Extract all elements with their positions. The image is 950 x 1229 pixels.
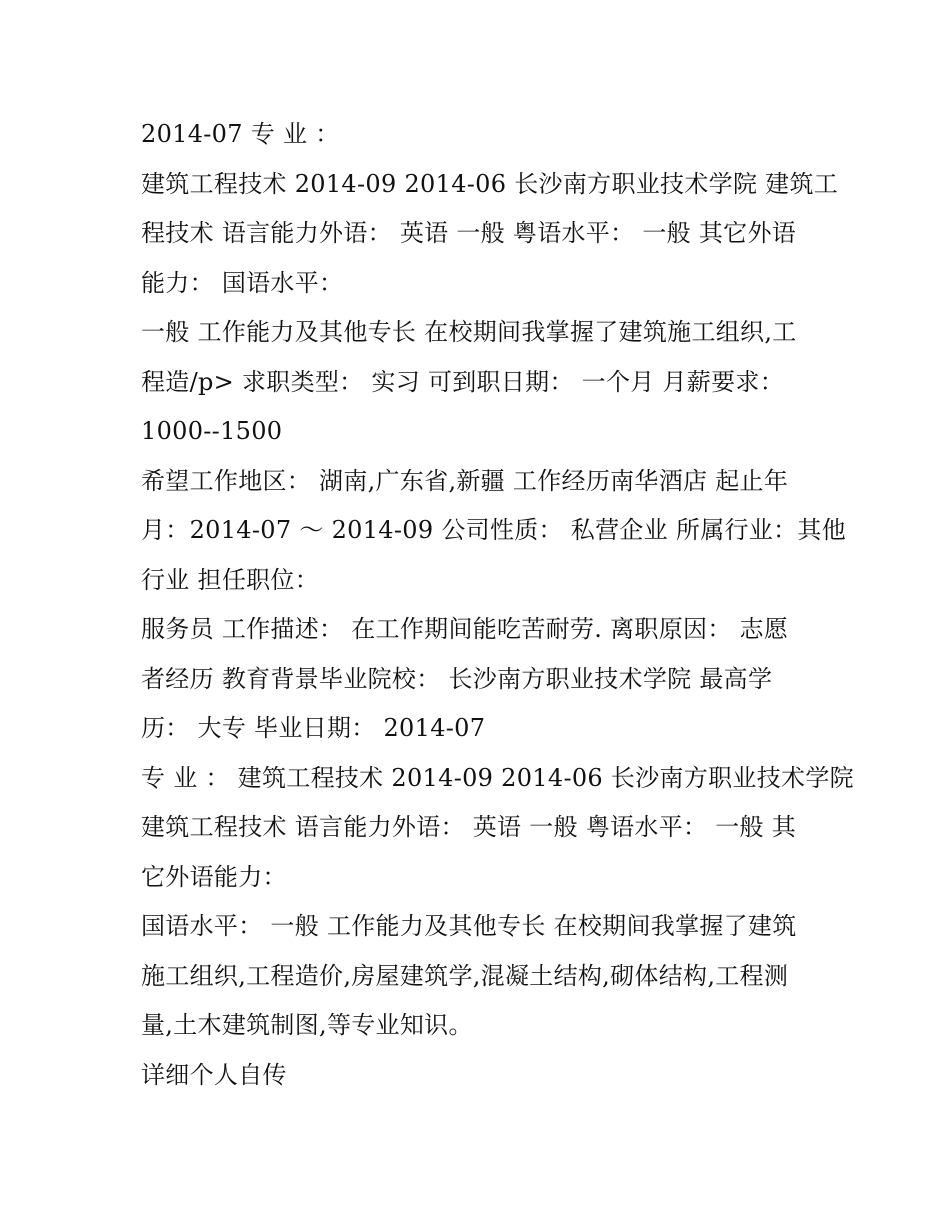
text-line: 程造/p> 求职类型： 实习 可到职日期： 一个月 月薪要求：: [141, 367, 785, 396]
text-line: 专 业 ： 建筑工程技术 2014-09 2014-06 长沙南方职业技术学院: [141, 763, 854, 792]
text-line: 施工组织,工程造价,房屋建筑学,混凝土结构,砌体结构,工程测: [141, 961, 789, 990]
text-line: 服务员 工作描述： 在工作期间能吃苦耐劳. 离职原因： 志愿: [141, 615, 789, 643]
text-line: 月：2014-07 ～ 2014-09 公司性质： 私营企业 所属行业：其他: [141, 516, 846, 544]
text-line: 2014-07 专 业 ：: [141, 120, 340, 148]
text-line: 建筑工程技术 2014-09 2014-06 长沙南方职业技术学院 建筑工: [141, 169, 839, 198]
text-line: 1000--1500: [141, 417, 283, 445]
text-line: 行业 担任职位：: [141, 565, 320, 594]
text-line: 历： 大专 毕业日期： 2014-07: [141, 714, 486, 742]
text-line: 建筑工程技术 语言能力外语： 英语 一般 粤语水平： 一般 其: [141, 813, 797, 841]
text-line: 程技术 语言能力外语： 英语 一般 粤语水平： 一般 其它外语: [141, 219, 797, 247]
text-line: 能力： 国语水平：: [141, 268, 344, 297]
text-line: 一般 工作能力及其他专长 在校期间我掌握了建筑施工组织,工: [141, 318, 797, 346]
text-line: 希望工作地区： 湖南,广东省,新疆 工作经历南华酒店 起止年: [141, 466, 789, 495]
text-line: 详细个人自传: [141, 1060, 287, 1089]
text-line: 国语水平： 一般 工作能力及其他专长 在校期间我掌握了建筑: [141, 912, 797, 940]
text-line: 它外语能力：: [141, 862, 287, 891]
document-body: [141, 110, 854, 1100]
text-line: 者经历 教育背景毕业院校： 长沙南方职业技术学院 最高学: [141, 664, 773, 693]
text-line: 量,土木建筑制图,等专业知识。: [141, 1011, 473, 1039]
